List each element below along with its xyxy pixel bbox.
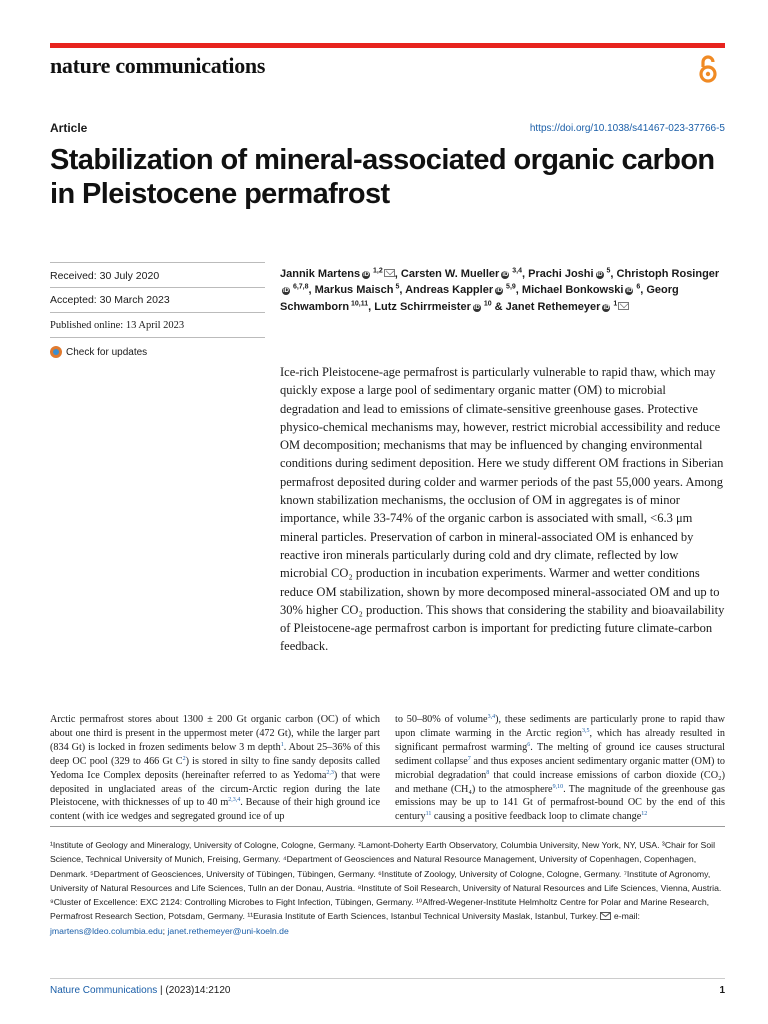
author-name[interactable]: Georg Schwamborn — [280, 284, 679, 313]
author-name[interactable]: Janet Rethemeyer — [505, 300, 601, 313]
doi-link[interactable]: https://doi.org/10.1038/s41467-023-37766-5 — [529, 123, 725, 134]
divider — [50, 826, 725, 827]
page-number: 1 — [719, 985, 725, 996]
body-text: . The magnitude of the greenhouse gas emissions may be up to 141 Gt of permafrost-bound OC by the end of this century — [395, 783, 725, 823]
reference-sup[interactable]: 12 — [641, 811, 648, 818]
footer-volume: | (2023)14:2120 — [160, 985, 231, 996]
reference-sup[interactable]: 6 — [527, 741, 531, 748]
reference-sup[interactable]: 2,3,4 — [228, 797, 241, 804]
divider — [50, 287, 265, 288]
body-text: to 50–80% of volume — [395, 714, 488, 725]
author-affiliation-sup: 6,7,8 — [291, 283, 309, 291]
author-affiliation-sup: 5 — [393, 283, 400, 291]
author-affiliation-sup: 6 — [634, 283, 641, 291]
author-affiliation-sup: 5,9 — [504, 283, 516, 291]
email-link[interactable]: jmartens@ldeo.columbia.edu — [50, 925, 163, 936]
author-name[interactable]: Lutz Schirrmeister — [374, 300, 471, 313]
body-column-right — [395, 713, 725, 824]
author-affiliation-sup: 1,2 — [371, 267, 383, 275]
body-text: causing a positive feedback loop to climate change — [431, 811, 642, 823]
orcid-icon[interactable]: iD — [626, 288, 633, 295]
author-affiliation-sup: 5 — [604, 267, 611, 275]
reference-sup[interactable]: 3,4 — [487, 714, 496, 720]
author-name[interactable]: Prachi Joshi — [528, 268, 594, 280]
body-text: ) that were deposited in unglaciated areas of the circum-Arctic region during the late Pleistocene, with thicknesses of up to 40 m — [50, 769, 380, 809]
divider — [50, 312, 265, 313]
check-updates-icon — [50, 346, 62, 358]
author-affiliation-sup: 10,11 — [349, 299, 369, 307]
check-updates-button[interactable] — [50, 346, 147, 358]
author-list: Jannik Martens iD $^{1,2}$ , Carsten W. Mueller iD $^{3,4}$, Prachi Joshi iD $^5$, Christoph RosingeriD $^{6,7,8}$, Markus Maisch $^5$, Andreas Kappler iD $^{5,9}$, Michael Bonkowski iD $^6$, Georg Schwamborn $^{10,11}$, Lutz Schirrmeister iD $^{10}$ & Janet Rethemeyer iD $^1$ — [280, 267, 720, 313]
email-label: e-mail: — [613, 911, 640, 922]
orcid-icon[interactable]: iD — [502, 272, 509, 278]
journal-name: nature communications — [50, 53, 266, 78]
divider — [50, 978, 725, 979]
check-updates-label: Check for updates — [66, 346, 148, 358]
envelope-icon[interactable] — [384, 269, 395, 277]
abstract: Ice-rich Pleistocene-age permafrost is particularly vulnerable to rapid thaw, which may quickly expose a large pool of sedimentary organic matter (OM) to microbial degradation and lead to emissions of climate-sensitive greenhouse gases. Protective physico-chemical mechanisms may, however, restrict microbial accessibility and reduce OM decomposition; mechanisms that may be influenced by changing environmental conditions during sediment deposition. Here we study different OM fractions in Siberian permafrost deposited during colder and warmer periods of the past 55,000 years. Among known stabilization mechanisms, the occlusion of OM in aggregates is of minor importance, while 33-74% of the organic carbon is associated with small, <6.3 μm mineral particles. Preservation of carbon in mineral-associated OM is enhanced by reactive iron minerals particularly during cold and dry climate, reflected by low microbial CO₂ production in incubation experiments. Warmer and wetter conditions reduce OM stabilization, shown by more decomposed mineral-associated OM and up to 30% higher CO₂ production. This shows that considering the stability and bioavailability of Pleistocene-age permafrost carbon is important for predicting future climate-carbon feedback. — [280, 365, 725, 654]
envelope-icon[interactable] — [618, 302, 629, 310]
author-name[interactable]: Carsten W. Mueller — [400, 268, 500, 280]
reference-sup[interactable]: 9,10 — [552, 783, 564, 790]
author-name[interactable]: Christoph Rosinger — [616, 268, 720, 280]
orcid-icon[interactable]: iD — [283, 288, 289, 295]
reference-sup[interactable]: 2 — [182, 755, 186, 762]
orcid-icon[interactable]: iD — [496, 288, 503, 295]
article-type: Article — [50, 121, 88, 135]
author-name[interactable]: Andreas Kappler — [405, 284, 494, 297]
orcid-icon[interactable]: iD — [603, 304, 610, 311]
article-title: Stabilization of mineral-associated organic carbon in Pleistocene permafrost — [50, 144, 715, 210]
body-text: and thus exposes ancient sedimentary organic matter (OM) to microbial degradation — [395, 755, 725, 781]
body-text: ) is stored in silty to fine sandy deposits called Yedoma Ice Complex deposits (hereinafter referred to as Yedoma — [50, 755, 380, 781]
body-column-left — [50, 713, 380, 824]
orcid-icon[interactable]: iD — [473, 304, 480, 311]
orcid-icon[interactable]: iD — [596, 272, 603, 278]
divider — [50, 337, 265, 338]
accepted-date: Accepted: 30 March 2023 — [50, 294, 170, 306]
reference-sup[interactable]: 3,5 — [582, 727, 590, 734]
affiliations-text: ¹Institute of Geology and Mineralogy, University of Cologne, Cologne, Germany. ²Lamont-Doherty Earth Observatory, Columbia University, New York, NY, USA. ³Chair for Soil Science, Technical University of Munich, Freising, Germany. ⁴Department of Geosciences and Natural Resource Management, University of Copenhagen, Copenhagen, Denmark. ⁵Department of Geosciences, University of Tübingen, Tübingen, Germany. ⁶Institute of Zoology, University of Cologne, Cologne, Germany. ⁷Institute of Agronomy, University of Natural Resources and Life Sciences, Tulln an der Donau, Austria. ⁸Institute of Soil Research, University of Natural Resources and Life Sciences, Vienna, Austria. ⁹Cluster of Excellence: EXC 2124: Controlling Microbes to Fight Infection, Tübingen, Germany. ¹⁰Alfred-Wegener-Institute Helmholtz Centre for Polar and Marine Research, Permafrost Research Section, Potsdam, Germany. ¹¹Eurasia Institute of Earth Sciences, Istanbul Technical University Maslak, Istanbul, Turkey. — [50, 840, 722, 922]
footer-citation — [50, 985, 230, 996]
body-text: . The melting of ground ice causes structural sediment collapse — [395, 741, 725, 767]
author-affiliation-sup: 10 — [481, 299, 492, 307]
reference-sup[interactable]: 11 — [425, 811, 432, 818]
email-link[interactable]: janet.rethemeyer@uni-koeln.de — [167, 925, 289, 936]
author-affiliation-sup: 3,4 — [510, 267, 523, 275]
body-text: Arctic permafrost stores about 1300 ± 200 Gt organic carbon (OC) of which about one third is present in the uppermost meter (472 Gt), while the larger part (834 Gt) is locked in frozen sediments below 3 m depth — [50, 714, 380, 753]
affiliations: ¹Institute of Geology and Mineralogy, University of Cologne, Cologne, Germany. ²Lamont-Doherty Earth Observatory, Columbia University, New York, NY, USA. ³Chair for Soil Science, Technical University of Munich, Freising, Germany. ⁴Department of Geosciences and Natural Resource Management, University of Copenhagen, Copenhagen, Denmark. ⁵Department of Geosciences, University of Tübingen, Tübingen, Germany. ⁶Institute of Zoology, University of Cologne, Cologne, Germany. ⁷Institute of Agronomy, University of Natural Resources and Life Sciences, Tulln an der Donau, Austria. ⁸Institute of Soil Research, University of Natural Resources and Life Sciences, Vienna, Austria. ⁹Cluster of Excellence: EXC 2124: Controlling Microbes to Fight Infection, Tübingen, Germany. ¹⁰Alfred-Wegener-Institute Helmholtz Centre for Polar and Marine Research, Permafrost Research Section, Potsdam, Germany. ¹¹Eurasia Institute of Earth Sciences, Istanbul Technical University Maslak, Istanbul, Turkey. e-mail: jmartens@ldeo.columbia.edu; janet.rethemeyer@uni-koeln.de — [50, 840, 722, 936]
reference-sup[interactable]: 8 — [486, 769, 490, 776]
reference-sup[interactable]: 1 — [280, 741, 284, 748]
reference-sup[interactable]: 2,3 — [326, 769, 334, 776]
author-name[interactable]: Jannik Martens — [280, 268, 361, 280]
published-date: Published online: 13 April 2023 — [50, 320, 185, 331]
body-text: . About 25–36% of this deep OC pool (329 to 466 Gt C — [50, 741, 380, 767]
body-text: , which has already resulted in significant permafrost warming — [395, 727, 725, 753]
divider — [50, 262, 265, 263]
envelope-icon — [600, 912, 611, 920]
reference-sup[interactable]: 7 — [467, 755, 471, 762]
received-date: Received: 30 July 2020 — [50, 270, 160, 282]
author-name[interactable]: Michael Bonkowski — [521, 284, 624, 297]
orcid-icon[interactable]: iD — [363, 272, 370, 278]
open-access-icon[interactable] — [697, 54, 719, 84]
body-text: that could increase emissions of carbon dioxide (CO₂) and methane (CH₄) to the atmosphere — [395, 769, 725, 795]
body-text: . Because of their high ground ice content (with ice wedges and segregated ground ice of up — [50, 797, 380, 823]
footer-journal-link[interactable]: Nature Communications — [50, 985, 158, 996]
author-name[interactable]: Markus Maisch — [314, 284, 394, 297]
header-accent-bar — [50, 43, 725, 48]
body-text: ), these sediments are particularly prone to rapid thaw upon climate warming in the Arctic region — [395, 714, 725, 739]
author-affiliation-sup: 1 — [611, 299, 618, 307]
